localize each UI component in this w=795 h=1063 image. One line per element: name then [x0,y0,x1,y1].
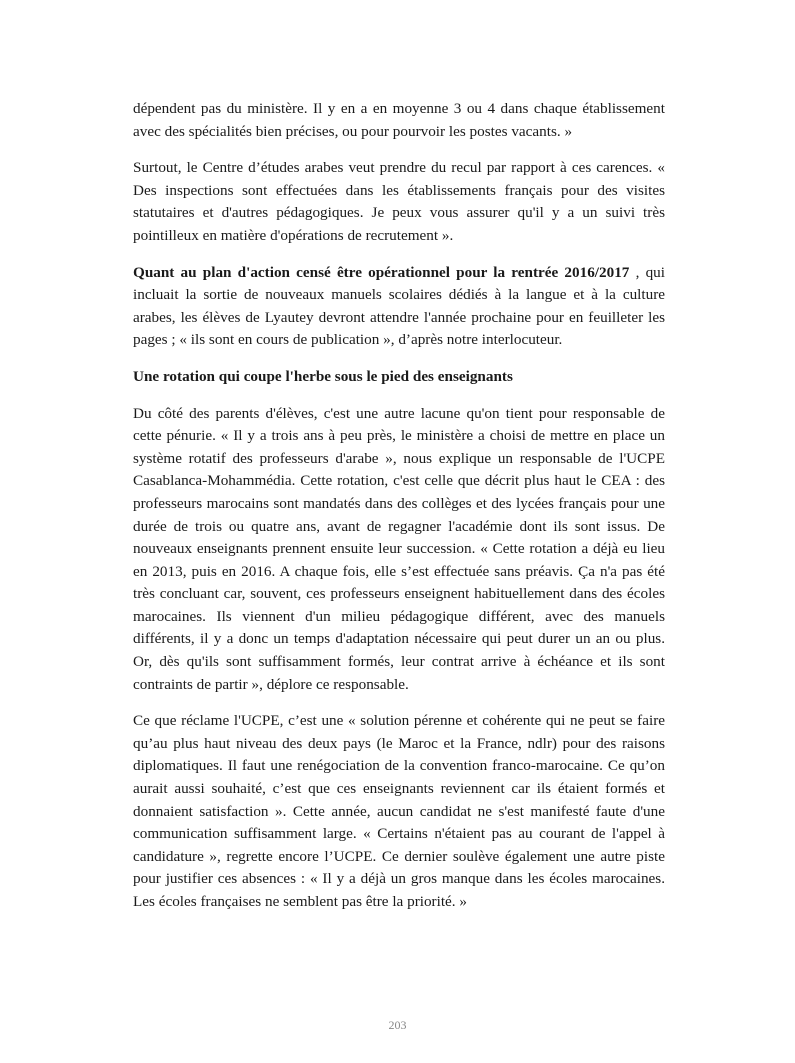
paragraph-3 [133,262,665,352]
document-body [133,98,665,928]
paragraph-4: Du côté des parents d'élèves, c'est une autre lacune qu'on tient pour responsable de cette pénurie. « Il y a trois ans à peu près, le ministère a choisi de mettre en place un système rotatif des professeurs d'arabe », nous explique un responsable de l'UCPE Casablanca-Mohammédia. Cette rotation, c'est celle que décrit plus haut le CEA : des professeurs marocains sont mandatés dans des collèges et des lycées français pour une durée de trois ou quatre ans, avant de regagner l'académie dont ils sont issus. De nouveaux enseignants prennent ensuite leur succession. « Cette rotation a déjà eu lieu en 2013, puis en 2016. A chaque fois, elle s’est effectuée sans préavis. Ça n'a pas été très concluant car, souvent, ces professeurs enseignent habituellement dans des écoles marocaines. Ils viennent d'un milieu pédagogique différent, avec des manuels différents, il y a donc un temps d'adaptation nécessaire qui peut durer un an ou plus. Or, dès qu'ils sont suffisamment formés, leur contrat arrive à échéance et ils sont contraints de partir », déplore ce responsable. [133,404,665,693]
paragraph-2: Surtout, le Centre d’études arabes veut prendre du recul par rapport à ces carences. « Des inspections sont effectuées dans les établissements français pour des visites statutaires et d'autres pédagogiques. Je peux vous assurer qu'il y a un suivi très pointilleux en matière d'opérations de recrutement ». [133,159,665,244]
paragraph-3-rest: , qui incluait la sortie de nouveaux manuels scolaires dédiés à la langue et à la culture arabes, les élèves de Lyautey devront attendre l'année prochaine pour en feuilleter les pages ; « ils sont en cours de publication », d’après notre interlocuteur. [133,263,665,349]
page-number: 203 [388,1018,407,1032]
paragraph-1: dépendent pas du ministère. Il y en a en moyenne 3 ou 4 dans chaque établissement avec des spécialités bien précises, ou pour pourvoir les postes vacants. » [133,100,665,140]
paragraph-3-bold-lead: Quant au plan d'action censé être opérationnel pour la rentrée 2016/2017 [133,263,630,281]
paragraph-5: Ce que réclame l'UCPE, c’est une « solution pérenne et cohérente qui ne peut se faire qu’au plus haut niveau des deux pays (le Maroc et la France, ndlr) pour des raisons diplomatiques. Il faut une renégociation de la convention franco-marocaine. Ce qu’on aurait aussi souhaité, c’est que ces enseignants reviennent car ils étaient formés et donnaient satisfaction ». Cette année, aucun candidat ne s'est manifesté faute d'une communication suffisamment large. « Certains n'étaient pas au courant de l'appel à candidature », regrette encore l’UCPE. Ce dernier soulève également une autre piste pour justifier ces absences : « Il y a déjà un gros manque dans les écoles marocaines. Les écoles françaises ne semblent pas être la priorité. » [133,712,665,910]
section-heading: Une rotation qui coupe l'herbe sous le pied des enseignants [133,367,513,385]
